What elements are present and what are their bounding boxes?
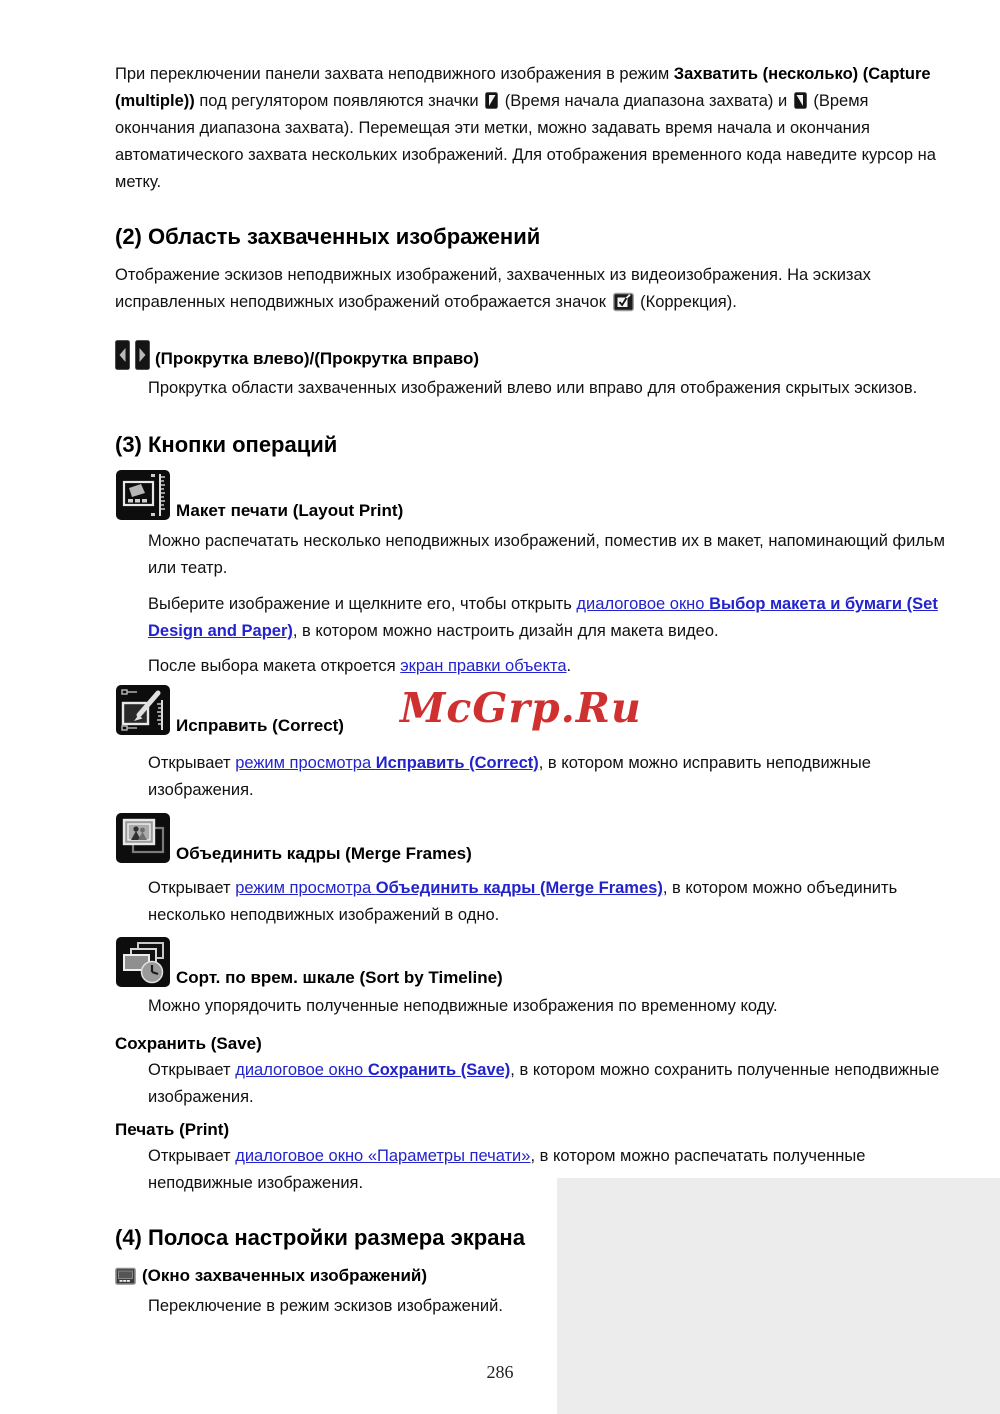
set-design-link-plain: диалоговое окно <box>576 595 710 613</box>
sort-by-timeline-icon <box>115 936 171 988</box>
sort-timeline-row <box>115 936 945 988</box>
layout-print-icon <box>115 469 171 521</box>
merge-frames-label: Объединить кадры (Merge Frames) <box>176 844 472 863</box>
intro-paragraph <box>115 61 945 196</box>
captured-window-description: Переключение в режим эскизов изображений. <box>148 1297 503 1315</box>
save-heading: Сохранить (Save) <box>115 1034 262 1053</box>
intro-text-1: При переключении панели захвата неподвижного изображения в режим <box>115 65 674 83</box>
scroll-buttons-description: Прокрутка области захваченных изображений влево или вправо для отображения скрытых эскизов. <box>148 379 918 397</box>
page-number: 286 <box>486 1362 514 1382</box>
print-heading: Печать (Print) <box>115 1120 230 1139</box>
section2-description <box>115 262 945 316</box>
save-p-pre: Открывает <box>148 1061 236 1079</box>
captured-window-row <box>115 1265 945 1287</box>
captured-images-window-icon <box>115 1267 136 1286</box>
print-p-post: , в котором можно распечатать полученные неподвижные изображения. <box>148 1147 866 1192</box>
merge-p-pre: Открывает <box>148 879 236 897</box>
layout-print-p2-pre: Выберите изображение и щелкните его, чтобы открыть <box>148 595 577 613</box>
merge-frames-view-mode-link[interactable] <box>235 879 663 897</box>
correct-icon <box>115 684 171 736</box>
layout-print-label: Макет печати (Layout Print) <box>176 501 404 520</box>
scroll-buttons-label: (Прокрутка влево)/(Прокрутка вправо) <box>155 349 480 368</box>
intro-text-4: (Время окончания диапазона захвата). Перемещая эти метки, можно задавать время начала и окончания автоматического захвата нескольких изображений. Для отображения временного кода наведите курсор на метку. <box>115 92 936 191</box>
object-edit-screen-link[interactable]: экран правки объекта <box>400 657 567 675</box>
section2-heading: (2) Область захваченных изображений <box>115 224 541 249</box>
intro-bold-capture-multiple: Захватить (несколько) (Capture (multiple)) <box>115 65 931 110</box>
correct-p-pre: Открывает <box>148 754 236 772</box>
print-p-pre: Открывает <box>148 1147 236 1165</box>
print-paragraph <box>148 1143 945 1197</box>
merge-p-post: , в котором можно объединить несколько неподвижных изображений в одно. <box>148 879 898 924</box>
watermark: McGrp.Ru <box>400 684 642 732</box>
correct-paragraph <box>148 750 945 804</box>
document-body <box>115 61 945 1320</box>
section2-desc-text-2: (Коррекция). <box>635 293 737 311</box>
correct-view-mode-link[interactable] <box>235 754 539 772</box>
save-paragraph <box>148 1057 945 1111</box>
layout-print-p3-post: . <box>566 657 572 675</box>
merge-frames-icon <box>115 812 171 864</box>
sort-timeline-paragraph: Можно упорядочить полученные неподвижные изображения по временному коду. <box>148 997 778 1015</box>
layout-print-paragraph-3 <box>148 653 945 680</box>
merge-link-bold: Объединить кадры (Merge Frames) <box>375 879 663 897</box>
save-dialog-link[interactable] <box>235 1061 510 1079</box>
scroll-right-icon <box>135 340 150 370</box>
correction-badge-icon <box>613 292 634 312</box>
correct-label: Исправить (Correct) <box>176 716 344 735</box>
section2-desc-text-1: Отображение эскизов неподвижных изображений, захваченных из видеоизображения. На эскизах исправленных неподвижных изображений отображается значок <box>115 266 871 311</box>
intro-text-2: под регулятором появляются значки <box>194 92 484 110</box>
layout-print-row <box>115 469 945 521</box>
section3-heading: (3) Кнопки операций <box>115 432 338 457</box>
section4-heading: (4) Полоса настройки размера экрана <box>115 1225 525 1250</box>
captured-window-label: (Окно захваченных изображений) <box>142 1266 428 1285</box>
sort-timeline-label: Сорт. по врем. шкале (Sort by Timeline) <box>176 968 503 987</box>
save-link-bold: Сохранить (Save) <box>367 1061 511 1079</box>
intro-text-3: (Время начала диапазона захвата) и <box>500 92 792 110</box>
print-settings-dialog-link[interactable]: диалоговое окно «Параметры печати» <box>235 1147 531 1165</box>
scroll-left-icon <box>115 340 130 370</box>
layout-print-p3-pre: После выбора макета откроется <box>148 657 401 675</box>
scroll-buttons-row <box>115 340 945 370</box>
layout-print-paragraph-2 <box>148 591 945 645</box>
layout-print-p2-post: , в котором можно настроить дизайн для макета видео. <box>292 622 719 640</box>
save-link-plain: диалоговое окно <box>235 1061 368 1079</box>
save-p-post: , в котором можно сохранить полученные неподвижные изображения. <box>148 1061 940 1106</box>
set-design-link-bold: Выбор макета и бумаги (Set Design and Paper) <box>148 595 938 640</box>
merge-frames-row <box>115 812 945 864</box>
capture-end-marker-icon <box>794 92 807 109</box>
correct-row <box>115 684 945 736</box>
merge-frames-paragraph <box>148 875 945 929</box>
capture-start-marker-icon <box>485 92 498 109</box>
correct-p-post: , в котором можно исправить неподвижные изображения. <box>148 754 871 799</box>
merge-link-plain: режим просмотра <box>235 879 376 897</box>
correct-link-bold: Исправить (Correct) <box>375 754 539 772</box>
correct-link-plain: режим просмотра <box>235 754 376 772</box>
layout-print-paragraph-1: Можно распечатать несколько неподвижных изображений, поместив их в макет, напоминающий фильм или театр. <box>148 532 945 577</box>
